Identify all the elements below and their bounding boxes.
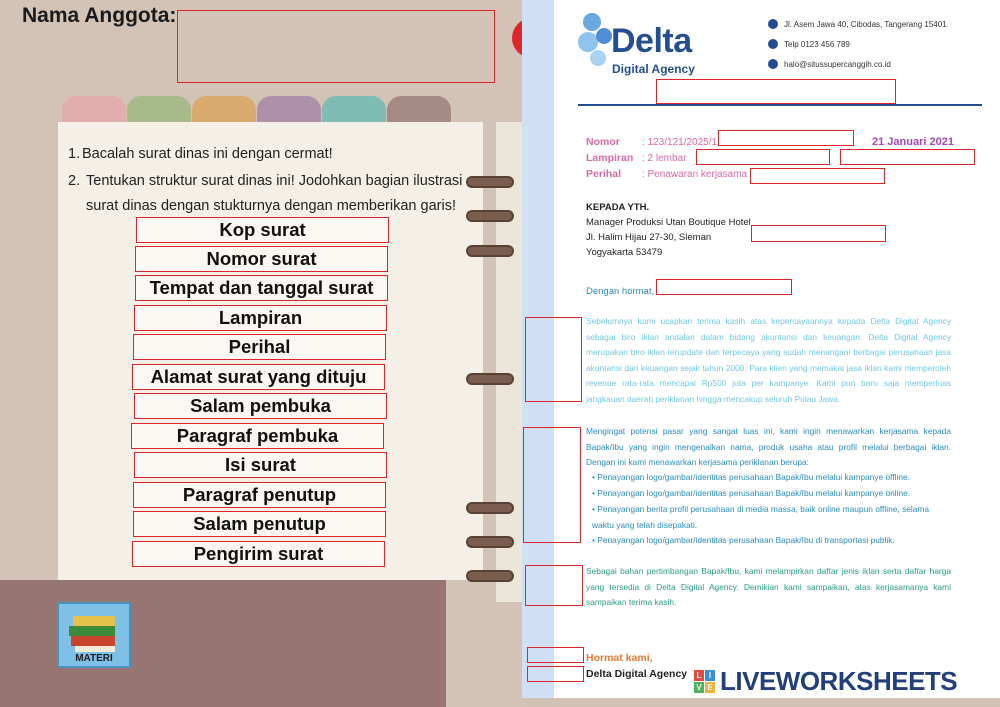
- paragraph-closing: Sebagai bahan pertimbangan Bapak/Ibu, kami melampirkan daftar jenis iklan serta daftar harga yang tersedia di Delta Digital Agency. Demikian kami sampaikan, atas kerjasamanya kami sampaikan terima kasih.: [586, 566, 951, 607]
- badge-letter: E: [705, 682, 715, 693]
- delta-logo-icon: [578, 12, 614, 68]
- label-salam-pembuka[interactable]: Salam pembuka: [134, 393, 387, 419]
- location-icon: [768, 19, 778, 29]
- label-perihal[interactable]: Perihal: [133, 334, 386, 360]
- answer-box-salam-penutup[interactable]: [527, 647, 584, 663]
- label-lampiran[interactable]: Lampiran: [134, 305, 387, 331]
- notebook-ring: [466, 502, 514, 514]
- sender-name: Delta Digital Agency: [586, 668, 688, 680]
- notebook-ring: [466, 176, 514, 188]
- label-pengirim-surat[interactable]: Pengirim surat: [132, 541, 385, 567]
- lampiran-value: : 2 lembar: [642, 153, 687, 164]
- recipient-line-3: Yogyakarta 53479: [586, 247, 663, 258]
- nomor-value: : 123/121/2025/1: [642, 137, 718, 148]
- answer-box-alamat[interactable]: [751, 225, 886, 242]
- notebook-ring: [466, 570, 514, 582]
- member-name-input[interactable]: [177, 10, 495, 83]
- bullet-text: Penayangan logo/gambar/identitas perusahaan Bapak/Ibu melalui kampanye offline.: [597, 472, 910, 482]
- notebook-ring: [466, 373, 514, 385]
- bullet-2: • Penayangan logo/gambar/identitas perusahaan Bapak/Ibu melalui kampanye online.: [592, 488, 911, 498]
- page-title: Nama Anggota:: [22, 4, 177, 27]
- instruction-text: Bacalah surat dinas ini dengan cermat!: [82, 146, 333, 162]
- letterhead-divider: [578, 104, 982, 106]
- recipient-line-1: Manager Produksi Utan Boutique Hotel: [586, 217, 751, 228]
- label-alamat-tujuan[interactable]: Alamat surat yang dituju: [132, 364, 385, 390]
- paragraph-content: Mengingat potensi pasar yang sangat luas ini, kami ingin menawarkan kerjasama kepada Bapak/Ibu yang ingin mengenalkan nama, produk usaha atau profil melalui berbagai iklan. Dengan ini kami menawarkan kerjasama periklanan berupa:: [586, 426, 951, 467]
- phone-icon: [768, 39, 778, 49]
- materi-label: MATERI: [75, 653, 113, 664]
- contact-email-text: halo@situssupercanggih.co.id: [784, 59, 891, 69]
- label-tempat-tanggal[interactable]: Tempat dan tanggal surat: [135, 275, 388, 301]
- label-paragraf-penutup[interactable]: Paragraf penutup: [133, 482, 386, 508]
- instruction-number: 2.: [68, 173, 81, 189]
- bullet-text: Penayangan logo/gambar/identitas perusahaan Bapak/Ibu di transportasi publik.: [597, 535, 895, 545]
- bullet-text: Penayangan berita profil perusahaan di media massa, baik online maupun offline, selama waktu yang telah disepakati.: [592, 504, 930, 530]
- recipient-heading: KEPADA YTH.: [586, 202, 650, 213]
- answer-box-isi-surat[interactable]: [523, 427, 581, 543]
- notebook-ring: [466, 536, 514, 548]
- answer-box-nomor[interactable]: [718, 130, 854, 146]
- liveworksheets-watermark: LIVEWORKSHEETS: [720, 666, 958, 696]
- contact-phone: [768, 39, 850, 49]
- contact-phone-text: Telp 0123 456 789: [784, 39, 850, 49]
- mail-icon: [768, 59, 778, 69]
- badge-letter: V: [694, 682, 704, 693]
- bullet-4: • Penayangan logo/gambar/identitas perusahaan Bapak/Ibu di transportasi publik.: [592, 535, 895, 545]
- label-kop-surat[interactable]: Kop surat: [136, 217, 389, 243]
- bullet-text: Penayangan logo/gambar/identitas perusahaan Bapak/Ibu melalui kampanye online.: [597, 488, 911, 498]
- nomor-label: Nomor: [586, 136, 620, 148]
- brand-name: Delta: [611, 22, 692, 60]
- answer-box-salam-pembuka[interactable]: [656, 279, 792, 295]
- contact-address: [768, 19, 947, 29]
- answer-box-paragraf-penutup[interactable]: [525, 565, 583, 606]
- instruction-number: 1.: [68, 146, 81, 162]
- instruction-text: Tentukan struktur surat dinas ini! Jodohkan bagian ilustrasi surat dinas dengan stukturnya dengan memberikan garis!: [86, 173, 463, 214]
- answer-box-tanggal[interactable]: [840, 149, 975, 165]
- answer-box-kop[interactable]: [656, 79, 896, 104]
- label-salam-penutup[interactable]: Salam penutup: [133, 511, 386, 537]
- paragraph-opening: Sebelumnya kami ucapkan terima kasih atas kepercayaannya kepada Delta Digital Agency sebagai biro iklan andalan dalam bidang akuntansi dan keuangan. Delta Digital Agency merupakan biro iklan terupdate dan terpecaya yang sudah menangani berbagai perusahaan jasa akuntansi dan keuangan sejak tahun 2000. Para klien yang memakai jasa iklan kami memperoleh revenue rata-rata mencapai Rp500 juta per kampanye. Kami pun baru saja memperluas jangkauan daerah periklanan hingga mencakup seluruh Pulau Jawa.: [586, 316, 951, 404]
- instructions: [68, 142, 468, 219]
- letter-date: 21 Januari 2021: [872, 136, 954, 148]
- badge-letter: I: [705, 670, 715, 681]
- badge-letter: L: [694, 670, 704, 681]
- perihal-value: : Penawaran kerjasama: [642, 169, 748, 180]
- bullet-3: • Penayangan berita profil perusahaan di media massa, baik online maupun offline, selama waktu yang telah disepakati.: [592, 504, 930, 530]
- instruction-2: [68, 169, 468, 219]
- live-badge-icon: [694, 670, 716, 694]
- answer-box-paragraf-pembuka[interactable]: [525, 317, 582, 402]
- notebook-ring: [466, 245, 514, 257]
- brand-subtitle: Digital Agency: [612, 62, 695, 76]
- perihal-label: Perihal: [586, 168, 622, 180]
- instruction-1: [68, 142, 468, 167]
- contact-email: [768, 59, 891, 69]
- materi-button[interactable]: [57, 602, 131, 668]
- answer-box-perihal[interactable]: [750, 168, 885, 184]
- answer-box-lampiran[interactable]: [696, 149, 830, 165]
- notebook-ring: [466, 210, 514, 222]
- label-nomor-surat[interactable]: Nomor surat: [135, 246, 388, 272]
- answer-box-pengirim[interactable]: [527, 666, 584, 682]
- label-paragraf-pembuka[interactable]: Paragraf pembuka: [131, 423, 384, 449]
- label-isi-surat[interactable]: Isi surat: [134, 452, 387, 478]
- bullet-1: • Penayangan logo/gambar/identitas perusahaan Bapak/Ibu melalui kampanye offline.: [592, 472, 910, 482]
- closing-salutation: Hormat kami,: [586, 652, 653, 664]
- books-icon: [59, 606, 129, 656]
- recipient-line-2: Jl. Halim Hijau 27-30, Sleman: [586, 232, 712, 243]
- lampiran-label: Lampiran: [586, 152, 634, 164]
- contact-address-text: Jl. Asem Jawa 40, Cibodas, Tangerang 15401: [784, 19, 947, 29]
- greeting: Dengan hormat,: [586, 286, 655, 297]
